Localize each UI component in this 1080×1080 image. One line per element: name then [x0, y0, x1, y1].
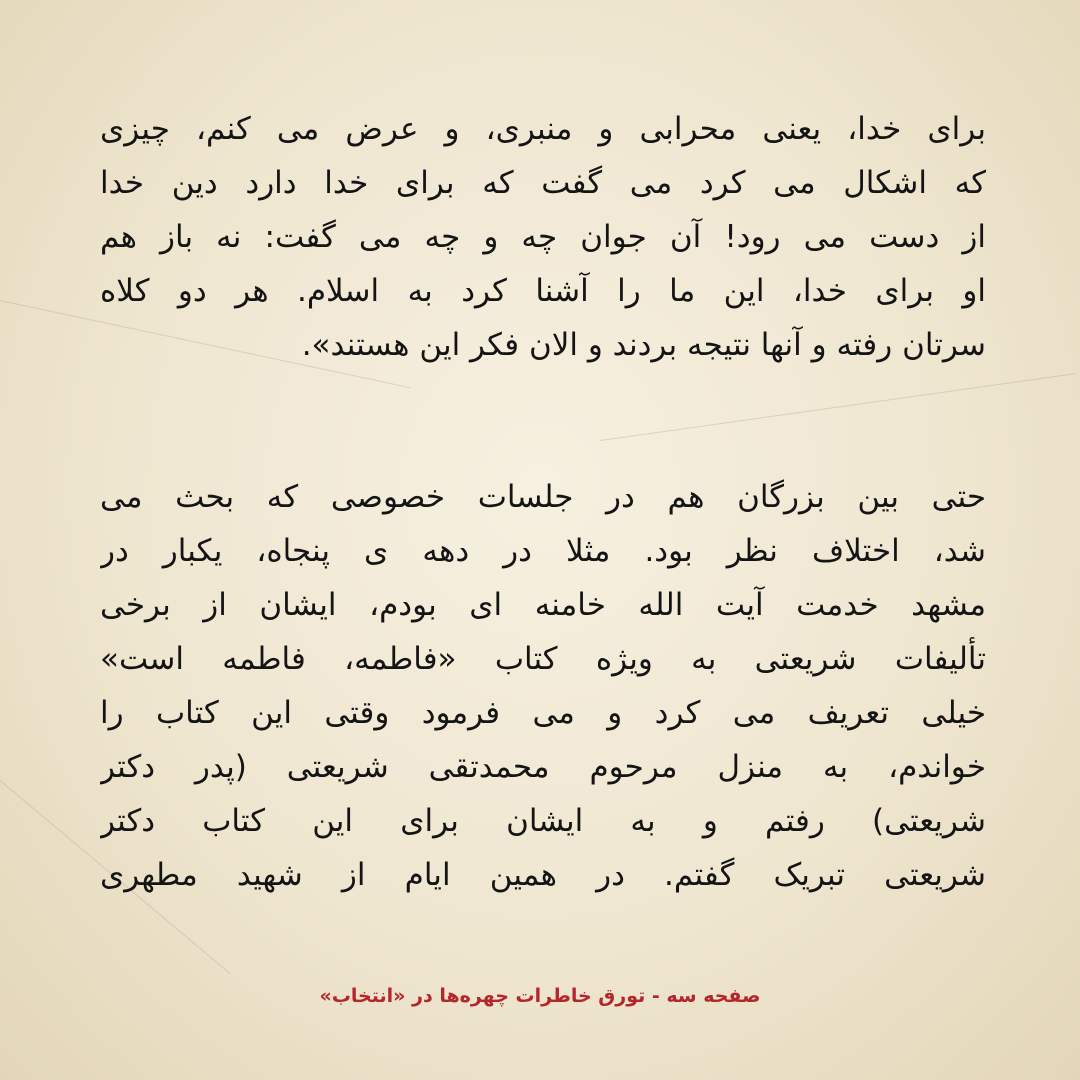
text-line: شریعتی) رفتم و به ایشان برای این کتاب دکتر — [100, 803, 986, 839]
text-line: خواندم، به منزل مرحوم محمدتقی شریعتی (پدر دکتر — [100, 749, 986, 785]
paragraph-1 — [100, 102, 986, 372]
paragraph-2 — [100, 470, 986, 902]
paper-texture-crack — [600, 373, 1075, 441]
text-line: شریعتی تبریک گفتم. در همین ایام از شهید مطهری — [100, 857, 986, 893]
text-line: حتی بین بزرگان هم در جلسات خصوصی که بحث می — [100, 479, 986, 515]
text-line: خیلی تعریف می کرد و می فرمود وقتی این کتاب را — [100, 695, 986, 731]
text-line: سرتان رفته و آنها نتیجه بردند و الان فکر این هستند». — [301, 327, 986, 363]
text-line: که اشکال می کرد می گفت که برای خدا دارد دین خدا — [100, 165, 986, 201]
text-line: او برای خدا، این ما را آشنا کرد به اسلام. هر دو کلاه — [100, 273, 986, 309]
text-line: برای خدا، یعنی محرابی و منبری، و عرض می کنم، چیزی — [100, 111, 986, 147]
source-caption: صفحه سه - تورق خاطرات چهره‌ها در «انتخاب» — [319, 985, 761, 1007]
text-line: شد، اختلاف نظر بود. مثلا در دهه ی پنجاه، یکبار در — [100, 533, 986, 569]
text-line: از دست می رود! آن جوان چه و چه می گفت: نه باز هم — [100, 219, 986, 255]
text-line: تألیفات شریعتی به ویژه کتاب «فاطمه، فاطمه است» — [100, 641, 986, 677]
text-line: مشهد خدمت آیت الله خامنه ای بودم، ایشان از برخی — [100, 587, 986, 623]
